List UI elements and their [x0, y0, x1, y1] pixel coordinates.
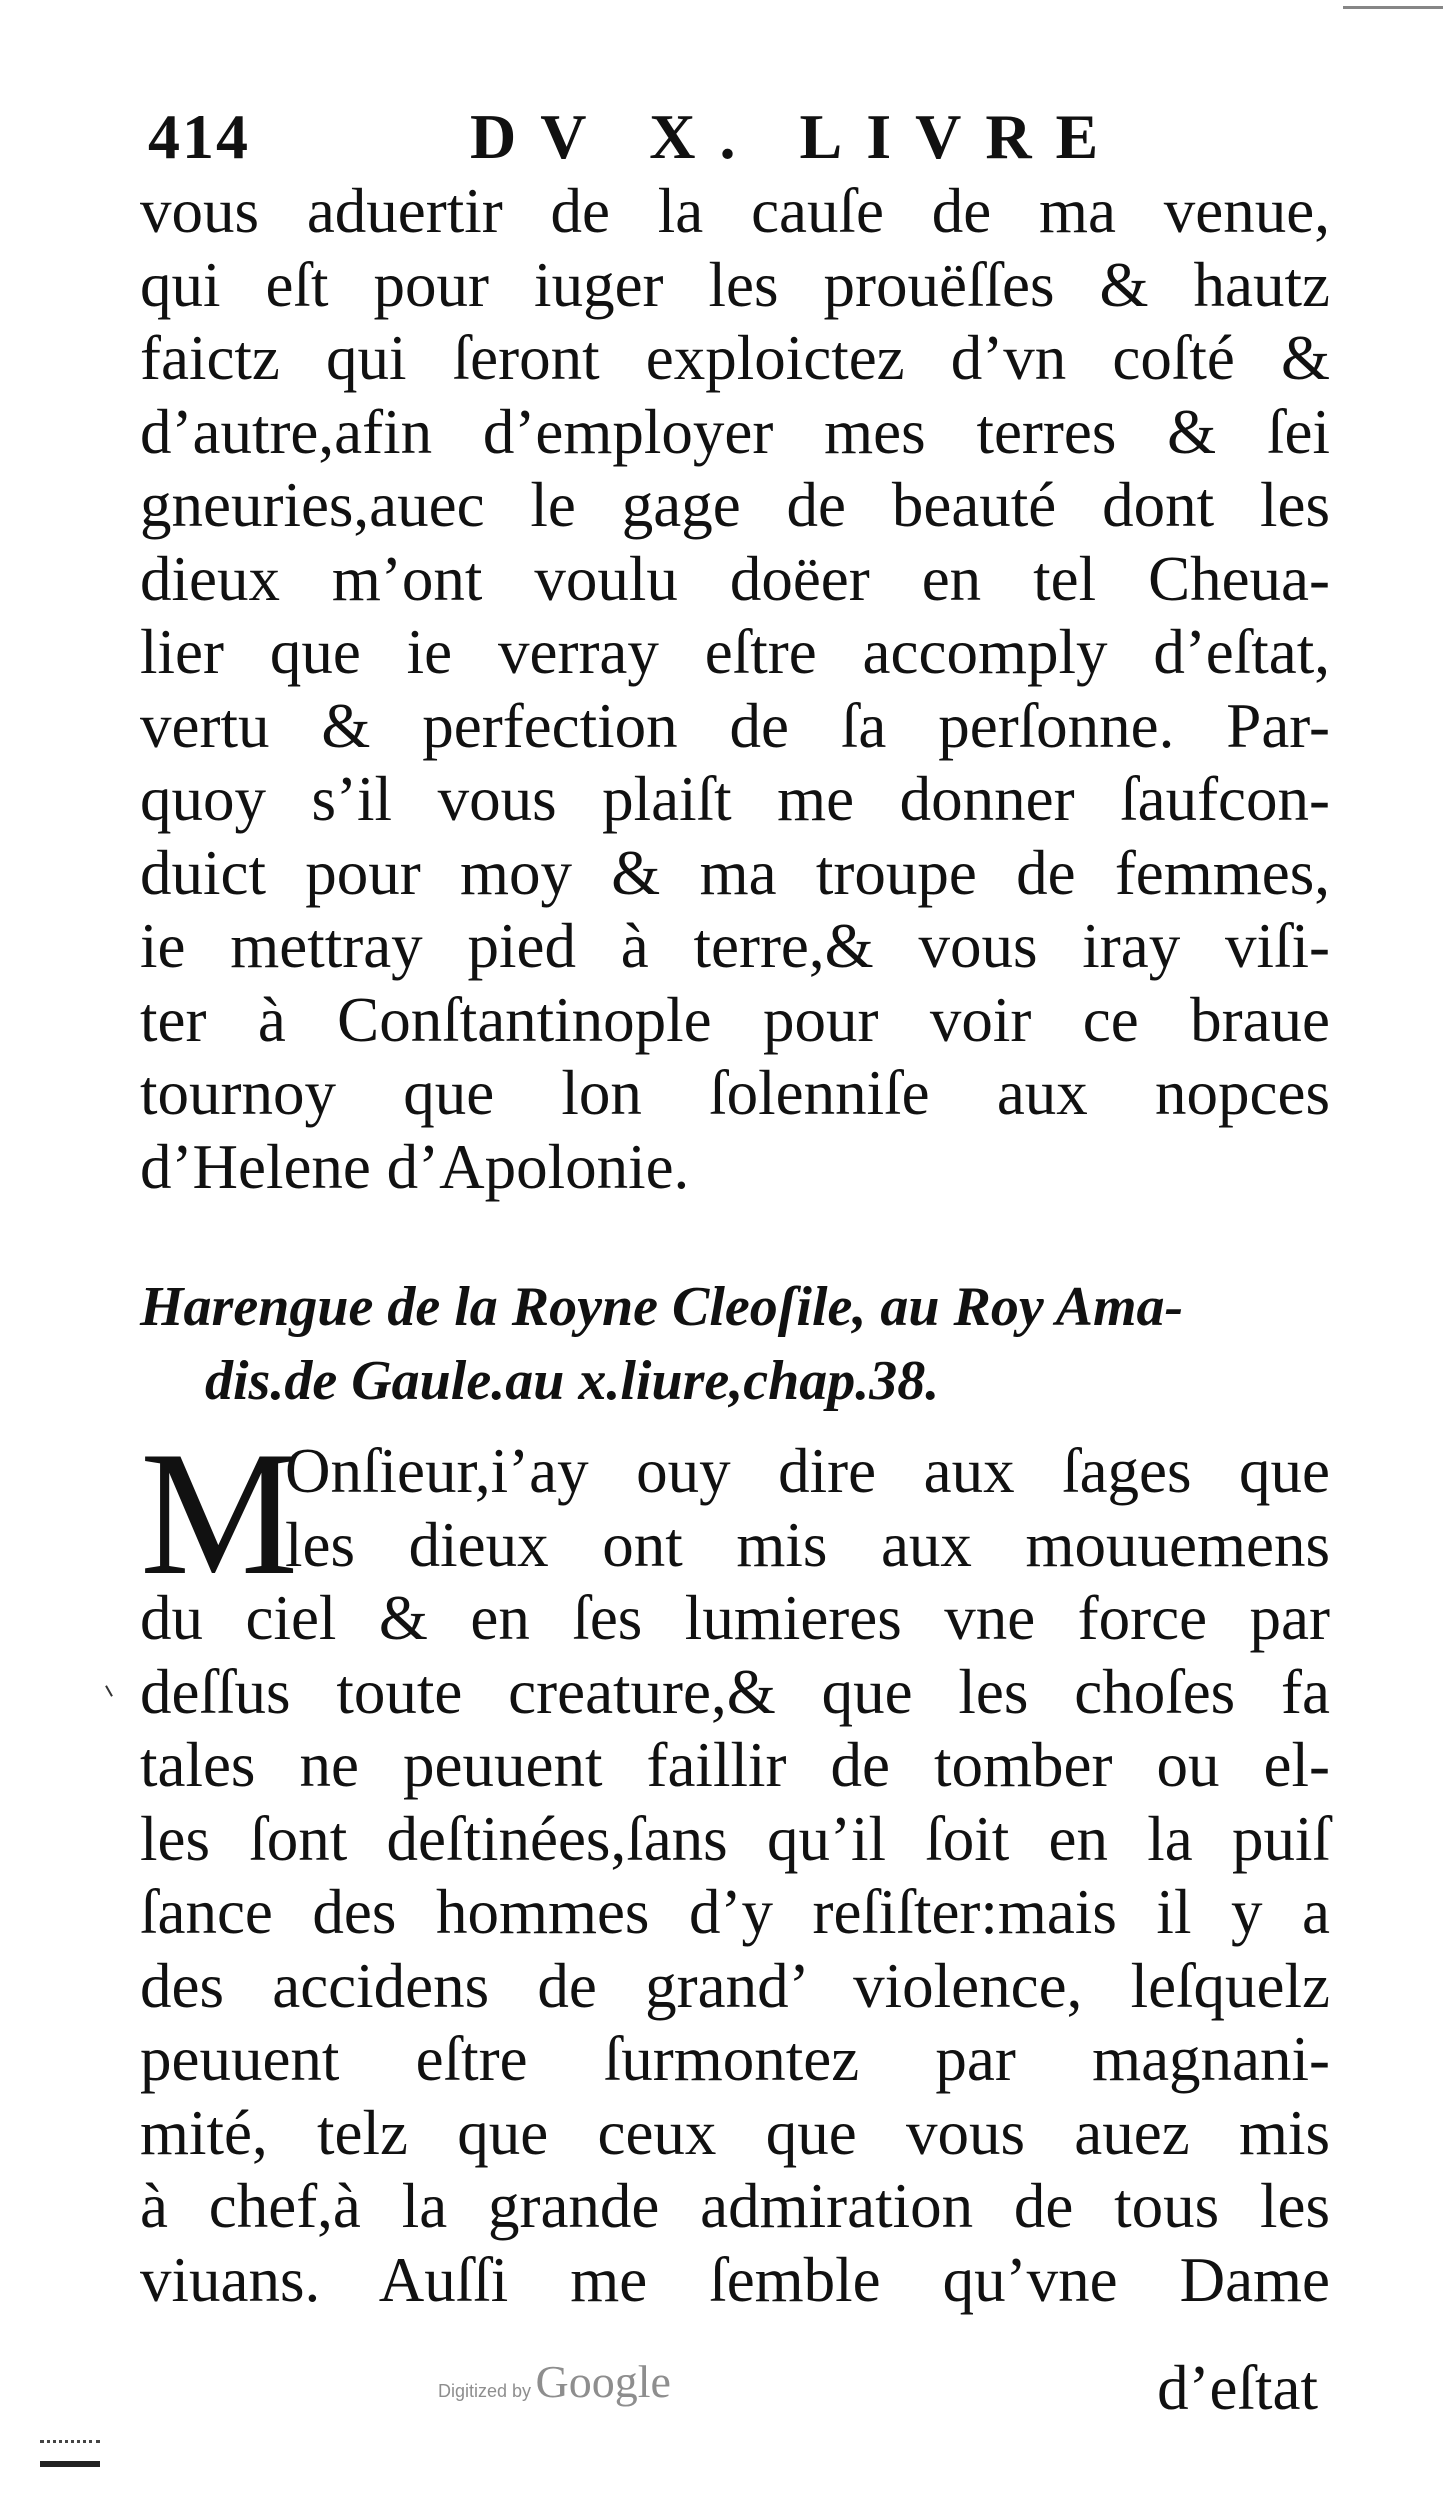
text-line: d’autre,afin d’employer mes terres & ſei	[140, 396, 1330, 467]
margin-mark	[105, 1685, 113, 1696]
paragraph-2	[140, 1414, 1330, 2317]
text-line: peuuent eſtre ſurmontez par magnani-	[140, 2024, 1330, 2094]
text-line: des accidens de grand’ violence, leſquelz	[140, 1950, 1330, 2021]
text-line: vertu & perfection de ſa perſonne. Par-	[140, 690, 1330, 761]
text-line: ie mettray pied à terre,& vous iray viſi-	[140, 911, 1330, 981]
text-line: faictz qui ſeront exploictez d’vn coſté &	[140, 323, 1330, 393]
text-line: tournoy que lon ſolenniſe aux nopces	[140, 1058, 1330, 1128]
scan-corner-mark	[40, 2440, 100, 2467]
text-line: deſſus toute creature,& que les choſes fa	[140, 1656, 1330, 1727]
page-number: 414	[148, 101, 250, 172]
text-line: les dieux ont mis aux mouuemens	[285, 1509, 1330, 1580]
text-line: du ciel & en ſes lumieres vne force par	[140, 1583, 1330, 1653]
text-line: viuans. Auſſi me ſemble qu’vne Dame	[140, 2244, 1330, 2315]
text-line: qui eſt pour iuger les prouëſſes & hautz	[140, 249, 1330, 320]
paragraph-1	[140, 175, 1330, 1204]
watermark-prefix: Digitized by	[438, 2381, 532, 2401]
text-line: dieux m’ont voulu doëer en tel Cheua-	[140, 543, 1330, 614]
heading-line: dis.de Gaule.au x.liure,chap.38.	[205, 1350, 940, 1412]
heading-line: Harengue de la Royne Cleoſile, au Roy Ama-	[140, 1276, 1184, 1338]
text-line: lier que ie verray eſtre accomply d’eſtat,	[140, 617, 1330, 687]
text-line: ter à Conſtantinople pour voir ce braue	[140, 984, 1330, 1055]
section-heading	[140, 1270, 1340, 1418]
watermark-brand: Google	[535, 2356, 671, 2407]
text-line: tales ne peuuent faillir de tomber ou el-	[140, 1730, 1330, 1800]
drop-cap: M	[140, 1414, 299, 1612]
text-line: duict pour moy & ma troupe de femmes,	[140, 837, 1330, 908]
text-line: ſance des hommes d’y reſiſter:mais il y a	[140, 1877, 1330, 1947]
text-line: mité, telz que ceux que vous auez mis	[140, 2097, 1330, 2168]
text-line: gneuries,auec le gage de beauté dont les	[140, 470, 1330, 540]
digitized-watermark	[438, 2355, 671, 2408]
text-line: les ſont deſtinées,ſans qu’il ſoit en la puiſ	[140, 1803, 1330, 1874]
text-line: à chef,à la grande admiration de tous les	[140, 2171, 1330, 2241]
running-head: DV X. LIVRE	[470, 101, 1123, 172]
text-line: quoy s’il vous plaiſt me donner ſaufcon-	[140, 764, 1330, 834]
text-line: Onſieur,i’ay ouy dire aux ſages que	[285, 1436, 1330, 1506]
catchword: d’eſtat	[1157, 2353, 1318, 2423]
text-line: vous aduertir de la cauſe de ma venue,	[140, 176, 1330, 246]
scan-edge-mark	[1343, 6, 1443, 15]
page-header	[140, 100, 1320, 180]
text-line: d’Helene d’Apolonie.	[140, 1131, 690, 1202]
